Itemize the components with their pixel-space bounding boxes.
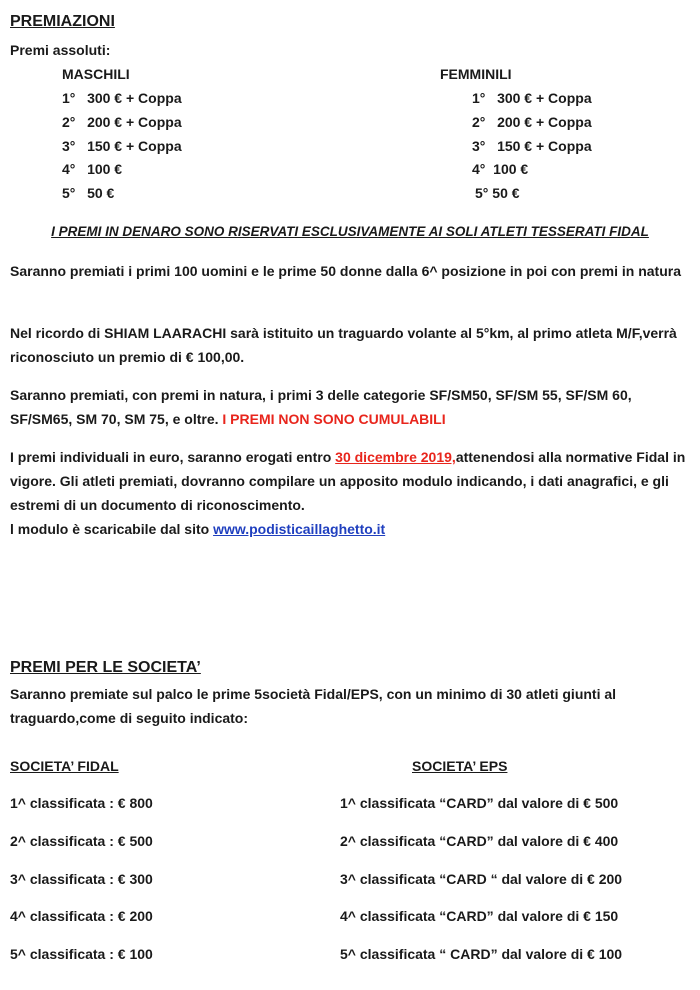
femminili-heading: FEMMINILI <box>440 66 512 82</box>
paragraph-premi-natura: Saranno premiati i primi 100 uomini e le prime 50 donne dalla 6^ posizione in poi con premi in natura <box>10 263 681 279</box>
prize: 100 € <box>493 161 529 177</box>
femminili-row <box>472 114 592 130</box>
prize: 150 € + Coppa <box>87 138 182 154</box>
prize: 200 € + Coppa <box>87 114 182 130</box>
prize: 150 € + Coppa <box>497 138 592 154</box>
paragraph-categorie <box>10 383 690 431</box>
prize: 300 € + Coppa <box>497 90 592 106</box>
maschili-row <box>62 138 182 154</box>
erogazione-text: I premi individuali in euro, saranno erogati entro <box>10 449 336 465</box>
maschili-row <box>62 114 182 130</box>
fidal-row: 2^ classificata : € 500 <box>10 833 153 849</box>
prize: 50 € <box>492 185 520 201</box>
prize: 300 € + Coppa <box>87 90 182 106</box>
section-title-societa: PREMI PER LE SOCIETA’ <box>10 659 201 676</box>
non-cumulabili-warning: I PREMI NON SONO CUMULABILI <box>222 411 446 427</box>
website-link[interactable]: www.podisticaillaghetto.it <box>213 521 386 537</box>
subtitle-premi-assoluti: Premi assoluti: <box>10 42 111 58</box>
fidal-row: 4^ classificata : € 200 <box>10 908 153 924</box>
femminili-row <box>472 90 592 106</box>
maschili-row <box>62 90 182 106</box>
fidal-row: 3^ classificata : € 300 <box>10 871 153 887</box>
position: 2° <box>472 114 486 130</box>
position: 5° <box>62 185 76 201</box>
fidal-heading: SOCIETA’ FIDAL <box>10 758 119 774</box>
femminili-row <box>472 161 528 177</box>
paragraph-erogazione <box>10 445 690 517</box>
paragraph-traguardo-volante: Nel ricordo di SHIAM LAARACHI sarà istituito un traguardo volante al 5°km, al primo atleta M/F,verrà riconosciuto un premio di € 100,00. <box>10 325 677 365</box>
position: 3° <box>62 138 76 154</box>
paragraph-societa-intro: Saranno premiate sul palco le prime 5società Fidal/EPS, con un minimo di 30 atleti giunti al traguardo,come di seguito indicato: <box>10 686 617 726</box>
eps-row: 5^ classificata “ CARD” dal valore di € 100 <box>340 946 623 962</box>
eps-heading: SOCIETA’ EPS <box>412 758 508 774</box>
maschili-row <box>62 161 122 177</box>
position: 2° <box>62 114 76 130</box>
prize: 200 € + Coppa <box>497 114 592 130</box>
erogazione-text-cont: attenendosi alla normative Fidal in vigore. Gli atleti premiati, dovranno compilare un apposito modulo indicando, i dati anagrafici, e gli estremi di un documento di riconoscimento. <box>10 449 686 513</box>
position: 1° <box>472 90 486 106</box>
fidal-row: 5^ classificata : € 100 <box>10 946 153 962</box>
section-title-premiazioni: PREMIAZIONI <box>10 13 115 30</box>
modulo-text: l modulo è scaricabile dal sito <box>10 521 214 537</box>
fidal-notice: I PREMI IN DENARO SONO RISERVATI ESCLUSIVAMENTE AI SOLI ATLETI TESSERATI FIDAL <box>51 224 649 239</box>
femminili-row <box>472 138 592 154</box>
eps-row: 4^ classificata “CARD” dal valore di € 150 <box>340 908 619 924</box>
eps-row: 3^ classificata “CARD “ dal valore di € 200 <box>340 871 623 887</box>
position: 3° <box>472 138 486 154</box>
maschili-heading: MASCHILI <box>62 66 130 82</box>
paragraph-modulo <box>10 517 690 541</box>
prize: 100 € <box>87 161 123 177</box>
position: 4° <box>472 161 486 177</box>
categorie-text: Saranno premiati, con premi in natura, i primi 3 delle categorie SF/SM50, SF/SM 55, SF/SM 60, SF/SM65, SM 70, SM 75, e oltre. <box>10 387 632 427</box>
prize: 50 € <box>87 185 115 201</box>
femminili-row <box>475 185 520 201</box>
position: 5° <box>475 185 489 201</box>
eps-row: 1^ classificata “CARD” dal valore di € 500 <box>340 795 619 811</box>
position: 1° <box>62 90 76 106</box>
eps-row: 2^ classificata “CARD” dal valore di € 400 <box>340 833 619 849</box>
maschili-row <box>62 185 114 201</box>
fidal-row: 1^ classificata : € 800 <box>10 795 153 811</box>
deadline-date: 30 dicembre 2019, <box>335 449 456 465</box>
position: 4° <box>62 161 76 177</box>
